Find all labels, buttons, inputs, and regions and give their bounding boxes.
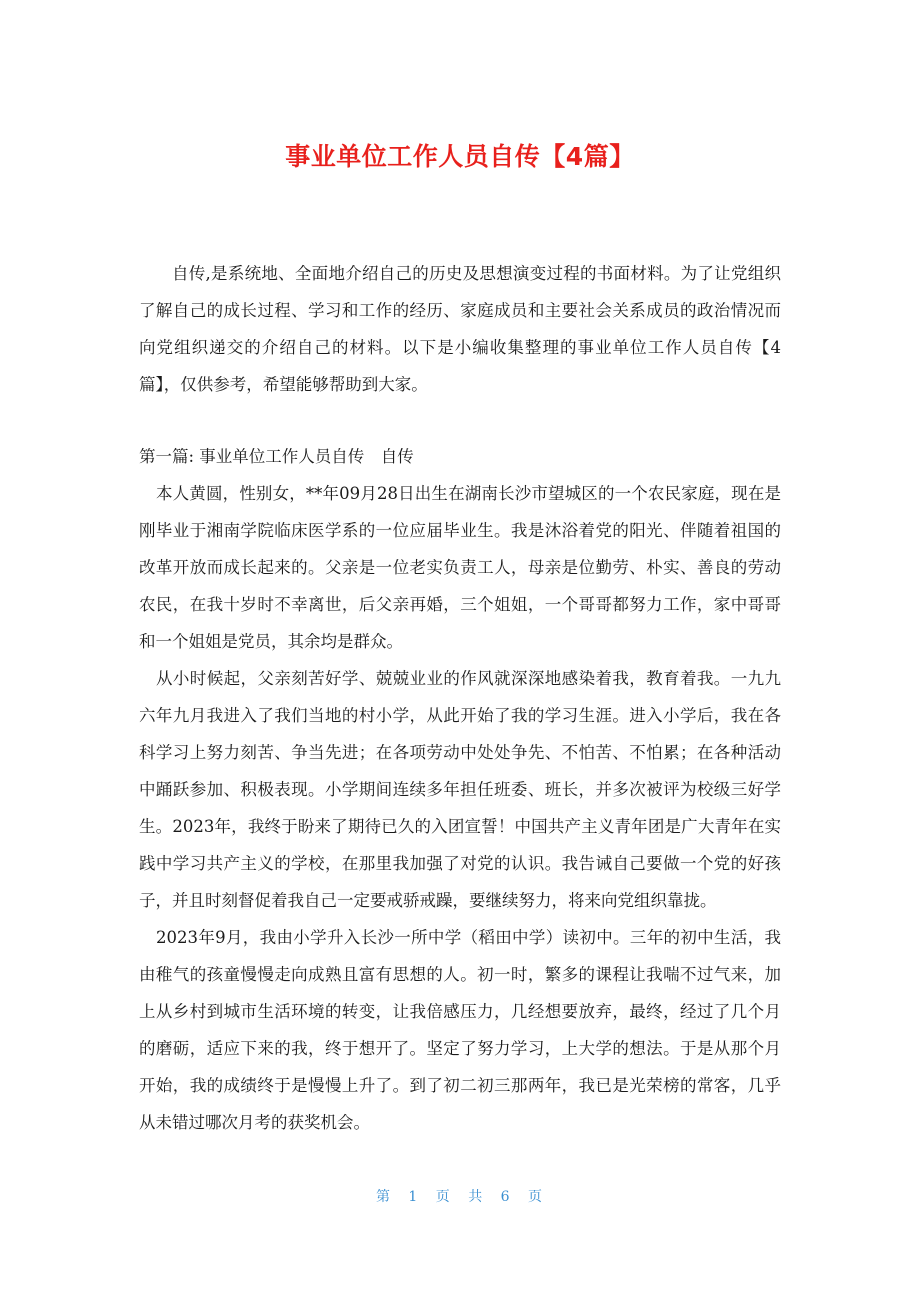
- document-title: 事业单位工作人员自传【4篇】: [285, 142, 635, 171]
- body-paragraph: 本人黄圆，性别女，**年09月28日出生在湖南长沙市望城区的一个农民家庭，现在是刚毕业于湘南学院临床医学系的一位应届毕业生。我是沐浴着党的阳光、伴随着祖国的改革开放而成长起来的。父亲是一位老实负责工人，母亲是位勤劳、朴实、善良的劳动农民，在我十岁时不幸离世，后父亲再婚，三个姐姐，一个哥哥都努力工作，家中哥哥和一个姐姐是党员，其余均是群众。: [139, 484, 781, 651]
- page-number-footer: 第 1 页 共 6 页: [375, 1189, 545, 1205]
- section-heading: 第一篇: 事业单位工作人员自传 自传: [139, 447, 414, 466]
- body-paragraph: 从小时候起，父亲刻苦好学、兢兢业业的作风就深深地感染着我，教育着我。一九九六年九月我进入了我们当地的村小学，从此开始了我的学习生涯。进入小学后，我在各科学习上努力刻苦、争当先进；在各项劳动中处处争先、不怕苦、不怕累；在各种活动中踊跃参加、积极表现。小学期间连续多年担任班委、班长，并多次被评为校级三好学生。2023年，我终于盼来了期待已久的入团宣誓！中国共产主义青年团是广大青年在实践中学习共产主义的学校，在那里我加强了对党的认识。我告诫自己要做一个党的好孩子，并且时刻督促着我自己一定要戒骄戒躁，要继续努力，将来向党组织靠拢。: [139, 669, 781, 910]
- intro-block: [139, 255, 781, 403]
- section-1: [139, 438, 781, 1141]
- intro-paragraph: 自传,是系统地、全面地介绍自己的历史及思想演变过程的书面材料。为了让党组织了解自己的成长过程、学习和工作的经历、家庭成员和主要社会关系成员的政治情况而向党组织递交的介绍自己的材料。以下是小编收集整理的事业单位工作人员自传【4篇】，仅供参考，希望能够帮助到大家。: [139, 264, 781, 394]
- body-paragraph: 2023年9月，我由小学升入长沙一所中学（稻田中学）读初中。三年的初中生活，我由稚气的孩童慢慢走向成熟且富有思想的人。初一时，繁多的课程让我喘不过气来，加上从乡村到城市生活环境的转变，让我倍感压力，几经想要放弃，最终，经过了几个月的磨砺，适应下来的我，终于想开了。坚定了努力学习，上大学的想法。于是从那个月开始，我的成绩终于是慢慢上升了。到了初二初三那两年，我已是光荣榜的常客，几乎从未错过哪次月考的获奖机会。: [139, 928, 781, 1132]
